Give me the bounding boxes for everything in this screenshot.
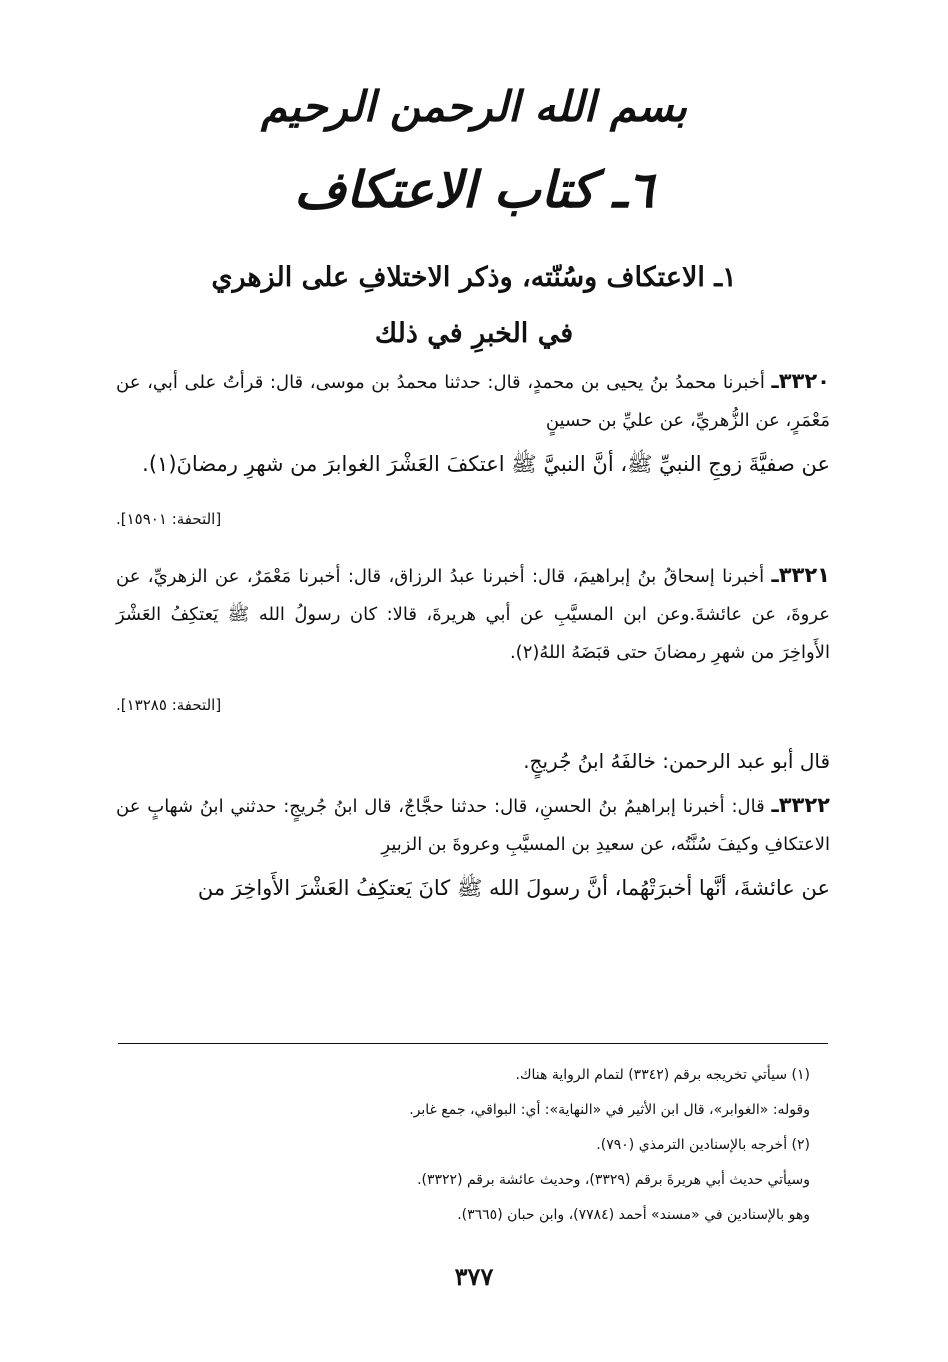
hadith-3320 <box>116 362 830 486</box>
chapter-title <box>0 250 948 362</box>
hadith-3322 <box>116 786 830 910</box>
tuhfa-reference: [التحفة: ١٣٢٨٥]. <box>116 696 222 714</box>
hadith-isnad: أخبرنا محمدُ بنُ يحيى بن محمدٍ، قال: حدثنا محمدُ بن موسى، قال: قرأتُ على أبي، عن مَعْمَرٍ، عن الزُّهريِّ، عن عليِّ بن حسينٍ <box>116 372 830 431</box>
chapter-title-line1: ١ـ الاعتكاف وسُنّته، وذكر الاختلافِ على الزهري <box>211 262 737 293</box>
footnote-line: وقوله: «الغوابر»، قال ابن الأثير في «النهاية»: أي: البواقي، جمع غابر. <box>409 1102 810 1118</box>
book-title: ٦ـ كتاب الاعتكاف <box>294 160 654 219</box>
chapter-title-line2: في الخبرِ في ذلك <box>374 318 574 349</box>
footnote-divider <box>118 1043 828 1044</box>
hadith-3321 <box>116 556 830 672</box>
hadith-matn: عن عائشةَ، أنَّها أخبرَتْهُما، أنَّ رسولَ الله ﷺ كانَ يَعتكِفُ العَشْرَ الأَواخِرَ من <box>197 876 830 900</box>
footnote-line: (١) سيأتي تخريجه برقم (٣٣٤٢) لتمام الرواية هناك. <box>515 1067 810 1083</box>
hadith-number: ٣٣٢٢ـ <box>771 793 830 817</box>
hadith-number: ٣٣٢٠ـ <box>771 369 830 393</box>
page-number: ٣٧٧ <box>454 1262 494 1291</box>
hadith-matn: عن صفيَّةَ زوجِ النبيِّ ﷺ، أنَّ النبيَّ ﷺ اعتكفَ العَشْرَ الغوابرَ من شهرِ رمضانَ(١). <box>142 452 830 476</box>
basmala-heading: بسم الله الرحمن الرحيم <box>261 82 687 131</box>
main-text <box>116 362 830 910</box>
hadith-isnad: قال: أخبرنا إبراهيمُ بنُ الحسنِ، قال: حدثنا حجَّاجٌ، قال ابنُ جُريجٍ: حدثني ابنُ شهابٍ عن الاعتكافِ وكيفَ سُنَّتُه، عن سعيدِ بن المسيَّبِ وعروةَ بن الزبيرِ <box>116 796 830 855</box>
footnotes <box>120 1058 810 1233</box>
footnote-line: وهو بالإسنادين في «مسند» أحمد (٧٧٨٤)، وابن حبان (٣٦٦٥). <box>457 1207 810 1223</box>
tuhfa-reference: [التحفة: ١٥٩٠١]. <box>116 510 222 528</box>
footnote-line: وسيأتي حديث أبي هريرةَ برقم (٣٣٢٩)، وحديث عائشة برقم (٣٣٢٢). <box>417 1172 810 1188</box>
hadith-number: ٣٣٢١ـ <box>771 563 830 587</box>
author-comment: قال أبو عبد الرحمن: خالفَهُ ابنُ جُريجٍ. <box>523 749 830 773</box>
hadith-isnad: أخبرنا إسحاقُ بنُ إبراهيمَ، قال: أخبرنا عبدُ الرزاق، قال: أخبرنا مَعْمَرٌ، عن الزهريِّ، عن عروةَ، عن عائشةَ.وعن ابن المسيَّبِ عن أبي هريرةَ، قالا: كان رسولُ الله ﷺ يَعتكِفُ العَشْرَ الأَواخِرَ من شهرِ رمضانَ حتى قبَضَهُ اللهُ(٢). <box>116 566 830 663</box>
footnote-line: (٢) أخرجه بالإسنادين الترمذي (٧٩٠). <box>596 1137 810 1153</box>
